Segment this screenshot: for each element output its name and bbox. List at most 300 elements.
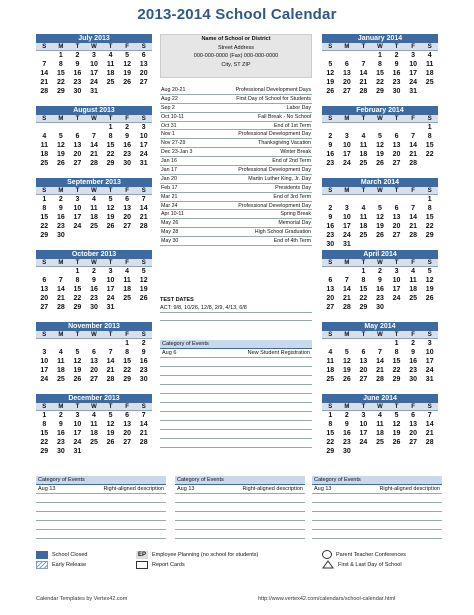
weekday-label: T xyxy=(108,188,113,194)
day-cell: 1 xyxy=(361,268,366,275)
weekday-label: W xyxy=(91,260,97,266)
day-cell: 22 xyxy=(326,439,335,446)
day-cell: 29 xyxy=(392,376,401,383)
day-cell: 20 xyxy=(73,151,82,158)
day-cell: 24 xyxy=(106,295,115,302)
weekday-label: F xyxy=(125,116,129,122)
day-cell: 4 xyxy=(361,205,366,212)
weekday-label: M xyxy=(344,260,350,266)
day-cell: 28 xyxy=(139,439,148,446)
month-title: January 2014 xyxy=(322,34,438,43)
day-cell: 5 xyxy=(378,133,382,140)
triangle-icon xyxy=(322,560,334,569)
day-cell: 15 xyxy=(40,214,49,221)
weekday-label: S xyxy=(141,332,146,338)
day-cell: 14 xyxy=(106,358,115,365)
legend-employee-planning: Employee Planning (no school for students) xyxy=(152,552,259,558)
event-row xyxy=(160,122,312,131)
day-cell: 10 xyxy=(359,421,368,428)
day-cell: 29 xyxy=(376,88,384,95)
month-calendar xyxy=(322,250,438,322)
legend-first-last-day: First & Last Day of School xyxy=(338,562,402,568)
category-row-blank xyxy=(312,512,442,521)
event-row xyxy=(160,202,312,211)
day-cell: 18 xyxy=(90,214,98,221)
weekday-label: S xyxy=(42,188,47,194)
day-cell: 7 xyxy=(344,277,349,284)
weekday-label: T xyxy=(75,332,80,338)
day-cell: 6 xyxy=(328,277,333,284)
day-cell: 19 xyxy=(425,286,434,293)
month-title: April 2014 xyxy=(322,250,438,259)
day-cell: 16 xyxy=(73,70,82,77)
day-cell: 3 xyxy=(361,412,366,419)
day-cell: 25 xyxy=(40,160,49,167)
weekday-header xyxy=(36,403,152,411)
event-row xyxy=(160,130,312,139)
day-cell: 15 xyxy=(73,286,82,293)
month-title: February 2014 xyxy=(322,106,438,115)
day-cell: 25 xyxy=(56,376,65,383)
day-cell: 3 xyxy=(75,412,80,419)
day-cell: 25 xyxy=(376,439,384,446)
event-description: Professional Development Day xyxy=(238,167,311,174)
weekday-label: S xyxy=(42,260,47,266)
empty-day xyxy=(355,123,372,132)
day-cell: 24 xyxy=(342,160,351,167)
day-cell: 31 xyxy=(139,160,148,167)
weekday-label: T xyxy=(75,44,80,50)
weekday-label: T xyxy=(394,404,399,410)
day-cell: 10 xyxy=(106,277,115,284)
event-row xyxy=(160,104,312,113)
weekday-label: W xyxy=(91,332,97,338)
day-cell: 4 xyxy=(378,412,382,419)
day-cell: 14 xyxy=(139,421,148,428)
empty-day xyxy=(322,195,339,204)
event-description: End of 4th Term xyxy=(273,238,311,245)
day-cell: 21 xyxy=(56,295,65,302)
day-cell: 18 xyxy=(409,286,418,293)
page-title: 2013-2014 School Calendar xyxy=(137,6,337,23)
event-date: Apr 10-11 xyxy=(161,211,184,218)
day-cell: 7 xyxy=(378,349,382,356)
empty-day xyxy=(388,195,405,204)
day-cell: 24 xyxy=(40,376,49,383)
day-cell: 10 xyxy=(425,349,434,356)
category-row-blank xyxy=(175,503,305,512)
category-row-blank xyxy=(36,503,166,512)
event-description: Professional Development Day xyxy=(238,131,311,138)
day-cell: 23 xyxy=(342,439,351,446)
event-description: High School Graduation xyxy=(254,229,311,236)
day-cell: 25 xyxy=(123,295,132,302)
legend-right xyxy=(322,550,406,570)
day-cell: 27 xyxy=(392,232,401,239)
month-calendar xyxy=(36,394,152,466)
day-cell: 28 xyxy=(139,223,148,230)
day-cell: 11 xyxy=(90,205,98,212)
day-grid xyxy=(322,411,438,456)
report-cards-swatch xyxy=(136,561,148,569)
category-row xyxy=(175,485,305,494)
footer-url[interactable]: http://www.vertex42.com/calendars/school-calendar.html xyxy=(258,596,396,602)
day-cell: 23 xyxy=(56,223,65,230)
day-cell: 16 xyxy=(56,430,65,437)
month-calendar xyxy=(36,34,152,106)
day-cell: 18 xyxy=(123,286,132,293)
weekday-label: T xyxy=(75,404,80,410)
event-row xyxy=(160,210,312,219)
day-cell: 19 xyxy=(376,223,384,230)
month-calendar xyxy=(36,178,152,250)
day-cell: 20 xyxy=(123,430,132,437)
weekday-label: T xyxy=(108,44,113,50)
weekday-label: F xyxy=(125,404,129,410)
weekday-label: S xyxy=(427,116,432,122)
day-cell: 4 xyxy=(42,133,47,140)
day-cell: 23 xyxy=(90,295,98,302)
day-cell: 21 xyxy=(376,367,384,374)
day-cell: 4 xyxy=(427,52,432,59)
day-cell: 6 xyxy=(125,412,130,419)
day-cell: 21 xyxy=(425,430,434,437)
day-cell: 16 xyxy=(139,358,148,365)
day-cell: 14 xyxy=(139,205,148,212)
weekday-label: T xyxy=(361,404,366,410)
weekday-header xyxy=(322,259,438,267)
weekday-label: T xyxy=(361,116,366,122)
street-address: Street Address xyxy=(217,44,255,51)
month-title: November 2013 xyxy=(36,322,152,331)
day-grid xyxy=(36,411,152,456)
day-cell: 18 xyxy=(40,151,49,158)
empty-day xyxy=(372,123,389,132)
day-cell: 18 xyxy=(359,223,368,230)
day-cell: 22 xyxy=(73,295,82,302)
weekday-label: S xyxy=(141,188,146,194)
event-date: Sep 2 xyxy=(161,104,175,111)
day-cell: 5 xyxy=(58,133,63,140)
event-description: Spring Break xyxy=(280,211,311,218)
category-header: Category of Events xyxy=(160,340,312,349)
day-cell: 13 xyxy=(73,142,82,149)
category-row-blank xyxy=(36,521,166,530)
day-cell: 8 xyxy=(427,205,432,212)
day-cell: 17 xyxy=(409,70,418,77)
day-cell: 30 xyxy=(392,88,401,95)
event-description: Thanksgiving Vacation xyxy=(258,140,311,147)
day-cell: 17 xyxy=(342,151,351,158)
day-cell: 22 xyxy=(425,151,434,158)
category-row-blank xyxy=(175,512,305,521)
event-row xyxy=(160,175,312,184)
weekday-label: S xyxy=(328,44,333,50)
phone-fax: 000-000-0000 (Fax) 000-000-0000 xyxy=(193,53,279,59)
event-row xyxy=(160,157,312,166)
day-cell: 8 xyxy=(75,277,80,284)
test-dates-blank xyxy=(160,313,312,321)
day-cell: 6 xyxy=(394,133,399,140)
weekday-header xyxy=(322,331,438,339)
weekday-label: S xyxy=(141,44,146,50)
day-cell: 16 xyxy=(409,358,418,365)
day-cell: 2 xyxy=(92,268,96,275)
event-row xyxy=(160,166,312,175)
day-cell: 21 xyxy=(139,430,148,437)
weekday-label: W xyxy=(91,404,97,410)
empty-day xyxy=(372,195,389,204)
day-cell: 18 xyxy=(106,70,115,77)
day-cell: 20 xyxy=(342,79,351,86)
school-closed-swatch xyxy=(36,551,48,559)
day-cell: 8 xyxy=(328,421,333,428)
day-cell: 25 xyxy=(90,439,98,446)
day-cell: 19 xyxy=(139,286,148,293)
month-calendar xyxy=(36,106,152,178)
weekday-label: F xyxy=(411,260,415,266)
day-cell: 2 xyxy=(58,412,63,419)
footer-left[interactable]: Calendar Templates by Vertex42.com xyxy=(36,596,128,602)
day-cell: 4 xyxy=(92,196,96,203)
day-cell: 12 xyxy=(73,358,82,365)
event-date: Mar 21 xyxy=(161,193,178,200)
category-row-blank xyxy=(160,430,312,439)
category-row-date: Aug 6 xyxy=(162,350,177,356)
weekday-label: T xyxy=(361,332,366,338)
day-cell: 30 xyxy=(56,448,65,455)
day-cell: 22 xyxy=(56,79,65,86)
empty-day xyxy=(36,267,53,276)
empty-day xyxy=(388,123,405,132)
day-cell: 1 xyxy=(42,196,47,203)
category-row-desc: Right-aligned description xyxy=(242,486,303,492)
weekday-label: F xyxy=(411,44,415,50)
empty-day xyxy=(36,339,53,348)
day-cell: 27 xyxy=(139,79,148,86)
day-cell: 1 xyxy=(427,124,432,131)
day-cell: 12 xyxy=(376,214,384,221)
day-cell: 1 xyxy=(328,412,333,419)
day-cell: 31 xyxy=(73,448,82,455)
day-cell: 27 xyxy=(342,88,351,95)
day-cell: 23 xyxy=(123,151,132,158)
month-title: August 2013 xyxy=(36,106,152,115)
weekday-label: F xyxy=(411,404,415,410)
day-cell: 28 xyxy=(342,304,351,311)
day-cell: 29 xyxy=(40,448,49,455)
event-description: End of 1st Term xyxy=(274,122,311,129)
day-cell: 26 xyxy=(56,160,65,167)
day-cell: 10 xyxy=(73,421,82,428)
empty-day xyxy=(69,123,86,132)
event-date: May 26 xyxy=(161,220,179,227)
day-cell: 29 xyxy=(326,448,335,455)
day-cell: 19 xyxy=(392,430,401,437)
category-row-blank xyxy=(160,421,312,430)
weekday-header xyxy=(36,187,152,195)
day-cell: 26 xyxy=(139,295,148,302)
day-cell: 18 xyxy=(359,151,368,158)
weekday-label: T xyxy=(75,188,80,194)
day-cell: 29 xyxy=(106,160,115,167)
event-date: Mar 24 xyxy=(161,202,178,209)
day-cell: 17 xyxy=(40,367,49,374)
weekday-header xyxy=(36,115,152,123)
day-cell: 26 xyxy=(342,376,351,383)
day-cell: 30 xyxy=(409,376,418,383)
day-cell: 2 xyxy=(344,412,349,419)
weekday-label: T xyxy=(394,332,399,338)
event-row xyxy=(160,219,312,228)
empty-day xyxy=(339,195,356,204)
event-row xyxy=(160,228,312,237)
category-block-bottom-1 xyxy=(36,476,166,539)
day-cell: 3 xyxy=(427,340,432,347)
weekday-label: T xyxy=(108,332,113,338)
day-grid xyxy=(36,51,152,96)
event-date: Nov 1 xyxy=(161,131,175,138)
weekday-label: S xyxy=(42,404,47,410)
day-cell: 19 xyxy=(342,367,351,374)
day-cell: 26 xyxy=(425,295,434,302)
weekday-label: T xyxy=(394,44,399,50)
day-cell: 30 xyxy=(342,448,351,455)
day-cell: 7 xyxy=(108,349,113,356)
day-cell: 3 xyxy=(108,268,113,275)
day-cell: 5 xyxy=(427,268,432,275)
category-row-blank xyxy=(160,376,312,385)
category-row-blank xyxy=(160,403,312,412)
empty-day xyxy=(355,51,372,60)
day-cell: 23 xyxy=(326,160,335,167)
day-cell: 15 xyxy=(123,358,132,365)
empty-day xyxy=(322,51,339,60)
day-cell: 27 xyxy=(326,304,335,311)
event-row xyxy=(160,113,312,122)
month-calendar xyxy=(322,178,438,250)
day-cell: 6 xyxy=(92,349,96,356)
legend-early-release: Early Release xyxy=(52,562,87,568)
day-cell: 3 xyxy=(344,205,349,212)
day-cell: 16 xyxy=(123,142,132,149)
day-cell: 6 xyxy=(125,196,130,203)
month-title: October 2013 xyxy=(36,250,152,259)
empty-day xyxy=(36,51,53,60)
day-cell: 11 xyxy=(426,61,434,68)
day-cell: 17 xyxy=(425,358,434,365)
day-cell: 1 xyxy=(394,340,399,347)
day-cell: 9 xyxy=(141,349,146,356)
day-cell: 1 xyxy=(58,52,63,59)
day-cell: 1 xyxy=(42,412,47,419)
day-cell: 5 xyxy=(344,349,349,356)
weekday-label: W xyxy=(91,116,97,122)
day-cell: 18 xyxy=(56,367,65,374)
weekday-label: M xyxy=(58,404,64,410)
event-description: Martin Luther King, Jr. Day xyxy=(248,175,311,182)
test-dates-text: ACT: 9/8, 10/26, 12/8, 2/9, 4/13, 6/8 xyxy=(160,304,312,313)
day-cell: 26 xyxy=(376,232,384,239)
day-cell: 30 xyxy=(139,376,148,383)
day-cell: 25 xyxy=(106,79,115,86)
day-cell: 12 xyxy=(326,70,335,77)
month-calendar xyxy=(36,250,152,322)
weekday-label: S xyxy=(328,116,333,122)
category-row-blank xyxy=(160,367,312,376)
day-cell: 31 xyxy=(90,88,98,95)
day-cell: 24 xyxy=(359,439,368,446)
day-cell: 8 xyxy=(42,421,47,428)
weekday-label: S xyxy=(141,404,146,410)
day-cell: 31 xyxy=(425,376,434,383)
day-cell: 24 xyxy=(139,151,148,158)
month-title: September 2013 xyxy=(36,178,152,187)
day-cell: 17 xyxy=(139,142,148,149)
day-cell: 16 xyxy=(342,430,351,437)
category-row-desc: Right-aligned description xyxy=(379,486,440,492)
day-cell: 11 xyxy=(123,277,131,284)
day-cell: 20 xyxy=(392,223,401,230)
category-row-blank xyxy=(175,530,305,539)
day-cell: 10 xyxy=(342,142,351,149)
day-cell: 21 xyxy=(106,367,115,374)
day-cell: 25 xyxy=(425,79,434,86)
day-cell: 8 xyxy=(378,61,382,68)
weekday-label: F xyxy=(411,188,415,194)
day-cell: 28 xyxy=(359,88,368,95)
month-calendar xyxy=(322,394,438,466)
weekday-label: S xyxy=(328,260,333,266)
day-cell: 27 xyxy=(409,439,418,446)
event-description: Winter Break xyxy=(280,149,311,156)
weekday-label: T xyxy=(361,188,366,194)
day-cell: 12 xyxy=(123,61,132,68)
day-cell: 2 xyxy=(75,52,80,59)
event-row xyxy=(160,148,312,157)
day-cell: 29 xyxy=(359,304,368,311)
day-cell: 8 xyxy=(394,349,399,356)
day-cell: 7 xyxy=(361,61,366,68)
day-cell: 17 xyxy=(73,430,82,437)
category-row-date: Aug 13 xyxy=(177,486,195,492)
day-cell: 20 xyxy=(139,70,148,77)
day-cell: 3 xyxy=(141,124,146,131)
day-cell: 9 xyxy=(58,205,63,212)
weekday-header xyxy=(322,403,438,411)
day-cell: 13 xyxy=(123,421,132,428)
day-cell: 8 xyxy=(58,61,63,68)
weekday-header xyxy=(322,115,438,123)
day-cell: 20 xyxy=(392,151,401,158)
empty-day xyxy=(86,123,103,132)
day-cell: 27 xyxy=(392,160,401,167)
empty-day xyxy=(53,267,70,276)
month-title: May 2014 xyxy=(322,322,438,331)
event-description: End of 3rd Term xyxy=(273,193,311,200)
weekday-label: S xyxy=(427,404,432,410)
day-cell: 24 xyxy=(90,79,98,86)
day-cell: 10 xyxy=(40,358,49,365)
ep-code-box: EP xyxy=(137,551,146,558)
weekday-label: T xyxy=(361,260,366,266)
weekday-label: T xyxy=(108,404,113,410)
day-cell: 10 xyxy=(392,277,401,284)
day-cell: 4 xyxy=(108,52,113,59)
day-cell: 12 xyxy=(425,277,434,284)
weekday-label: S xyxy=(328,188,333,194)
day-cell: 28 xyxy=(106,376,115,383)
